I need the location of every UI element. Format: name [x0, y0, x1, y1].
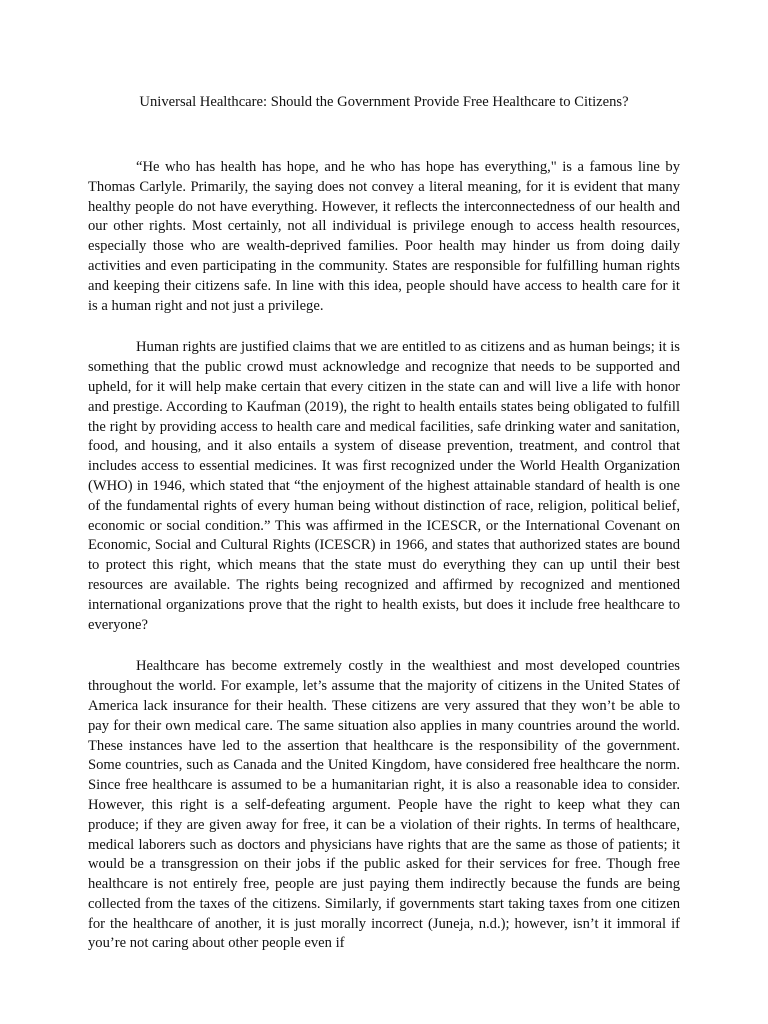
- paragraph-intro: “He who has health has hope, and he who has hope has everything," is a famous line by Thomas Carlyle. Primarily, the saying does not convey a literal meaning, for it is evident that many healthy people do not have everything. However, it reflects the interconnectedness of our health and our other rights. Most certainly, not all individual is privilege enough to access health resources, especially those who are wealth-deprived families. Poor health may hinder us from doing daily activities and even participating in the community. States are responsible for fulfilling human rights and keeping their citizens safe. In line with this idea, people should have access to health care for it is a human right and not just a privilege.: [88, 159, 680, 314]
- paragraph-healthcare-costs: Healthcare has become extremely costly in the wealthiest and most developed countries throughout the world. For example, let’s assume that the majority of citizens in the United States of America lack insurance for their health. These citizens are very assured that they won’t be able to pay for their own medical care. The same situation also applies in many countries around the world. These instances have led to the assertion that healthcare is the responsibility of the government. Some countries, such as Canada and the United Kingdom, have considered free healthcare the norm. Since free healthcare is assumed to be a humanitarian right, it is also a reasonable idea to consider. However, this right is a self-defeating argument. People have the right to keep what they can produce; if they are given away for free, it can be a violation of their rights. In terms of healthcare, medical laborers such as doctors and physicians have rights that are the same as those of patients; it would be a transgression on their jobs if the public asked for their services for free. Though free healthcare is not entirely free, people are just paying them indirectly because the funds are being collected from the taxes of the citizens. Similarly, if governments start taking taxes from one citizen for the healthcare of another, it is just morally incorrect (Juneja, n.d.); however, isn’t it immoral if you’re not caring about other people even if: [88, 658, 680, 952]
- document-title: Universal Healthcare: Should the Government Provide Free Healthcare to Citizens?: [139, 94, 629, 110]
- document-body: [88, 158, 680, 976]
- paragraph-human-rights: Human rights are justified claims that we are entitled to as citizens and as human beings; it is something that the public crowd must acknowledge and recognize that needs to be supported and upheld, for it will help make certain that every citizen in the state can and will live a life with honor and prestige. According to Kaufman (2019), the right to health entails states being obligated to fulfill the right by providing access to health care and medical facilities, safe drinking water and sanitation, food, and housing, and it also entails a system of disease prevention, treatment, and control that includes access to essential medicines. It was first recognized under the World Health Organization (WHO) in 1946, which stated that “the enjoyment of the highest attainable standard of health is one of the fundamental rights of every human being without distinction of race, religion, political belief, economic or social condition.” This was affirmed in the ICESCR, or the International Covenant on Economic, Social and Cultural Rights (ICESCR) in 1966, and states that authorized states are bound to protect this right, which means that the state must do everything they can up until their best resources are available. The rights being recognized and affirmed by recognized and mentioned international organizations prove that the right to health exists, but does it include free healthcare to everyone?: [88, 339, 680, 633]
